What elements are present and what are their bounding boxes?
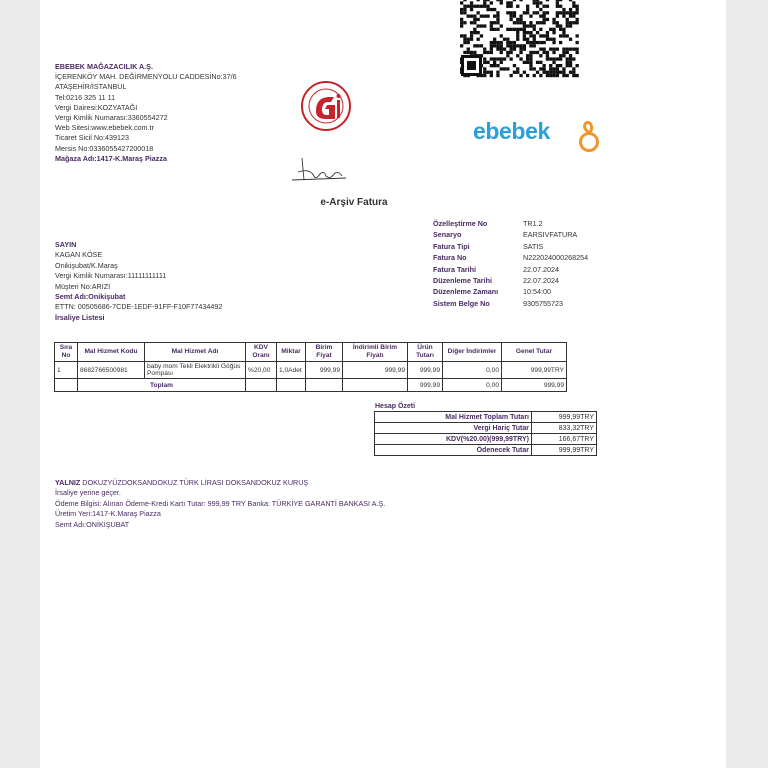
meta-key: Düzenleme Tarihi [433,276,492,286]
seller-address-line1: İÇERENKÖY MAH. DEĞİRMENYOLU CADDESİNo:37/6 [55,72,237,82]
summary-key: KDV(%20.00)(999,99TRY) [375,434,532,445]
column-header: KDV Oranı [246,343,277,362]
note-line: İrsaliye yerine geçer. [55,488,121,498]
meta-key: Fatura Tarihi [433,264,476,274]
total-empty-cell [277,379,306,392]
summary-key: Ödenecek Tutar [375,445,532,456]
meta-key: Özelleştirme No [433,219,488,228]
district-note: Semt Adı:ONİKİŞUBAT [55,519,130,529]
invoice-notes [55,478,385,530]
meta-key: Düzenleme Zamanı [433,287,499,297]
meta-key: Fatura Tipi [433,241,470,251]
amount-words-text: DOKUZYÜZDOKSANDOKUZ TÜRK LİRASI DOKSANDOKUZ KURUŞ [80,478,309,487]
items-table [54,342,567,392]
buyer-district: Semt Adı:Onikişubat [55,292,126,302]
meta-row [433,298,588,309]
summary-value: 999,99TRY [532,412,597,423]
meta-key: Sistem Belge No [433,298,490,308]
production-place: Üretim Yeri:1417-K.Maraş Piazza [55,509,161,519]
buyer-info [55,240,222,323]
payment-info: Ödeme Bilgisi: Alınan Ödeme-Kredi Kartı Tutar: 999,99 TRY Banka: TÜRKİYE GARANTİ BANKASI A.Ş. [55,498,386,508]
buyer-name: KAGAN KÖSE [55,250,103,260]
seller-tax-office: Vergi Dairesi:KOZYATAĞI [55,102,138,112]
summary-row [375,423,597,434]
cell-product-amount: 999,99 [408,362,443,379]
cell-other-discounts: 0,00 [443,362,502,379]
ebebek-logo: ebebek [473,118,550,144]
invoice-page [40,0,726,768]
total-empty-cell [55,379,78,392]
meta-key: Senaryo [433,230,462,240]
total-empty-cell [246,379,277,392]
meta-value: EARSIVFATURA [523,230,578,240]
column-header: Mal Hizmet Adı [145,343,246,362]
summary-row [375,434,597,445]
summary-row [375,445,597,456]
meta-value: 22.07.2024 [523,264,559,274]
meta-value: 9305755723 [523,298,563,308]
meta-row [433,218,588,229]
summary-key: Mal Hizmet Toplam Tutarı [375,412,532,423]
meta-row [433,241,588,252]
ebebek-logo-mark-icon [577,121,601,153]
meta-row [433,229,588,240]
table-header-row [55,343,567,362]
ettn-text: ETTN: 00505686-7CDE-1EDF-91FF-F10F77434492 [55,302,223,312]
buyer-location: Onikişubat/K.Maraş [55,260,118,270]
seller-mersis: Mersis No:0336055427200018 [55,143,154,153]
seller-trade-registry: Ticaret Sicil No:439123 [55,133,130,143]
signature-icon [290,150,354,186]
total-product-amount: 999,99 [408,379,443,392]
buyer-tax-number: Vergi Kimlik Numarası:11111111111 [55,271,167,281]
total-empty-cell [343,379,408,392]
total-empty-cell [306,379,343,392]
table-total-row [55,379,567,392]
summary-value: 833,32TRY [532,423,597,434]
column-header: Miktar [277,343,306,362]
amount-in-words [55,478,385,488]
table-row [55,362,567,379]
meta-row [433,264,588,275]
column-header: Genel Tutar [502,343,567,362]
amount-words-prefix: YALNIZ [55,478,81,487]
seller-website: Web Sitesi:www.ebebek.com.tr [55,123,154,133]
meta-row [433,275,588,286]
column-header: Birim Fiyat [306,343,343,362]
total-general-amount: 999,99 [502,379,567,392]
ettn [55,302,222,312]
meta-key: Fatura No [433,253,467,263]
document-title: e-Arşiv Fatura [320,197,388,208]
seller-phone: Tel:0216 325 11 11 [55,92,116,102]
seller-info [55,62,237,164]
cell-product-code: 8682766500981 [78,362,145,379]
qr-code-icon [460,0,580,78]
summary-table [374,411,597,456]
cell-row-no: 1 [55,362,78,379]
meta-value: SATIS [523,241,544,251]
summary-value: 999,99TRY [532,445,597,456]
cell-product-name: baby mom Tekli Elektrikli Göğüs Pompası [145,362,246,379]
column-header: Ürün Tutarı [408,343,443,362]
cell-unit-price: 999,99 [306,362,343,379]
cell-discounted-price: 999,99 [343,362,408,379]
meta-value: 10:54:00 [523,287,551,297]
total-label: Toplam [78,379,246,392]
summary-value: 166,67TRY [532,434,597,445]
gib-seal-icon [300,80,352,132]
summary-key: Vergi Hariç Tutar [375,423,532,434]
seller-tax-number: Vergi Kimlik Numarası:3360554272 [55,113,168,123]
total-other-discounts: 0,00 [443,379,502,392]
meta-value: TR1.2 [523,219,543,228]
meta-value: N222024000268254 [523,253,589,263]
column-header: Mal Hizmet Kodu [78,343,145,362]
invoice-meta [433,218,588,309]
cell-total-amount: 999,99TRY [502,362,567,379]
column-header: Diğer İndirimler [443,343,502,362]
meta-row [433,252,588,263]
buyer-customer-number: Müşteri No:ARIZI [55,281,111,291]
column-header: İndirimli Birim Fiyatı [343,343,408,362]
cell-vat-rate: %20,00 [246,362,277,379]
seller-address-line2: ATAŞEHİR/İSTANBUL [55,82,127,92]
summary-row [375,412,597,423]
buyer-heading: SAYIN [55,240,77,249]
seller-name: EBEBEK MAĞAZACILIK A.Ş. [55,62,153,71]
waybill-list-label: İrsaliye Listesi [55,312,105,322]
meta-row [433,286,588,297]
meta-value: 22.07.2024 [523,276,559,286]
column-header: Sıra No [55,343,78,362]
seller-store-name: Mağaza Adı:1417-K.Maraş Piazza [55,153,167,163]
summary-title: Hesap Özeti [375,403,416,410]
cell-quantity: 1,0Adet [277,362,306,379]
